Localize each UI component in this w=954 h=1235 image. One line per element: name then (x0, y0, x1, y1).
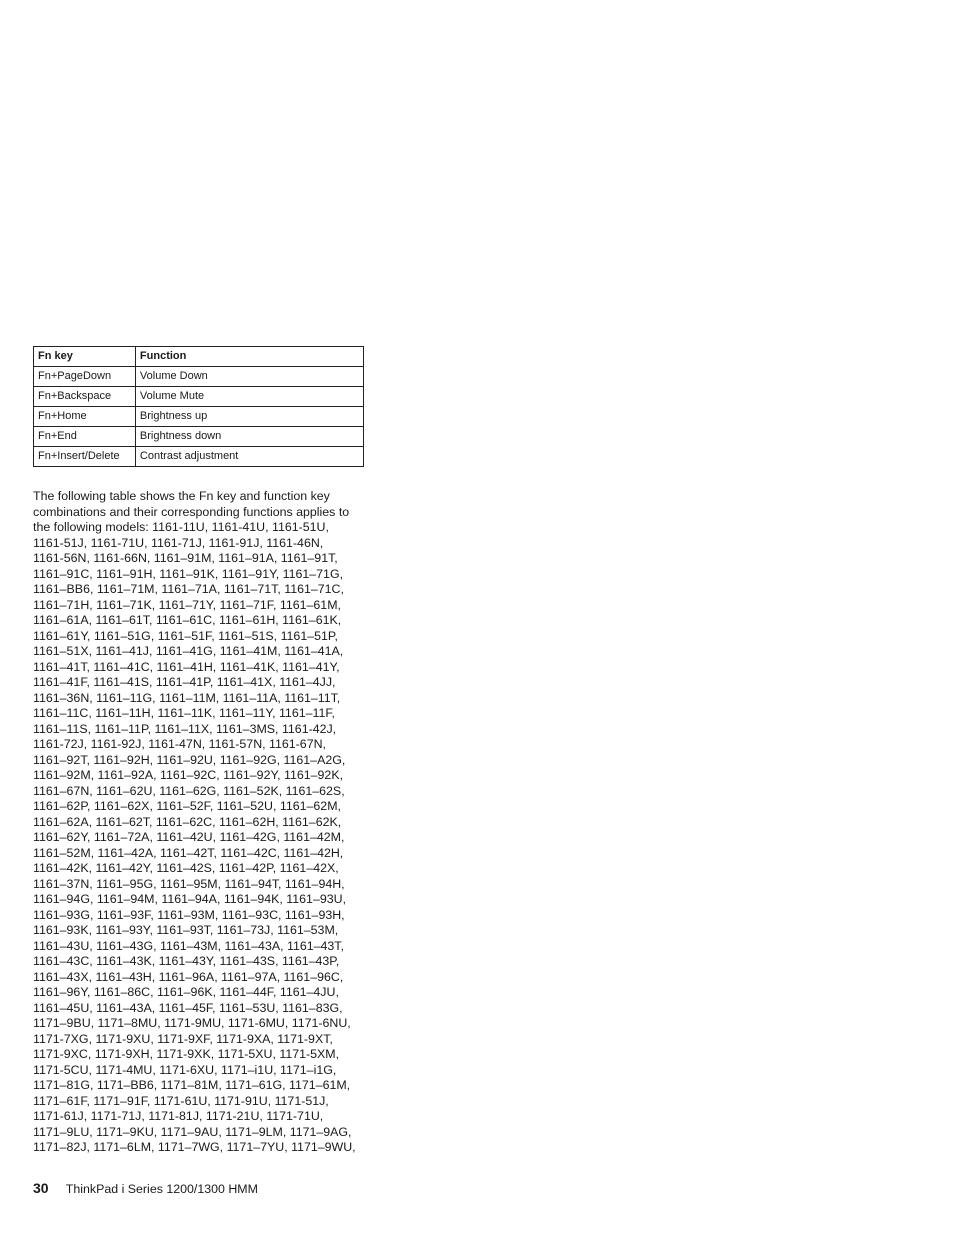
function-cell: Volume Mute (135, 387, 363, 407)
page-footer (33, 1180, 258, 1197)
paragraph-line: combinations and their corresponding functions applies to (33, 504, 350, 519)
paragraph-line: 1171–61F, 1171–91F, 1171-61U, 1171-91U, 1171-51J, (33, 1093, 329, 1108)
paragraph-line: 1161–62P, 1161–62X, 1161–52F, 1161–52U, 1161–62M, (33, 799, 341, 813)
function-cell: Contrast adjustment (135, 447, 363, 467)
paragraph-line: 1161–67N, 1161–62U, 1161–62G, 1161–52K, 1161–62S, (33, 783, 345, 798)
paragraph-line: 1171–9LU, 1171–9KU, 1171–9AU, 1171–9LM, 1171–9AG, (33, 1124, 352, 1139)
paragraph-line: the following models: 1161-11U, 1161-41U, 1161-51U, (33, 520, 329, 534)
table-header-row (34, 347, 364, 367)
paragraph-line: 1161–94G, 1161–94M, 1161–94A, 1161–94K, 1161–93U, (33, 892, 347, 906)
table-row (34, 407, 364, 427)
paragraph-line: 1161–37N, 1161–95G, 1161–95M, 1161–94T, 1161–94H, (33, 876, 345, 891)
paragraph-line: 1161-51J, 1161-71U, 1161-71J, 1161-91J, 1161-46N, (33, 535, 324, 550)
paragraph-line: 1161–11C, 1161–11H, 1161–11K, 1161–11Y, 1161–11F, (33, 706, 335, 720)
paragraph-line: 1161–43C, 1161–43K, 1161–43Y, 1161–43S, 1161–43P, (33, 954, 340, 968)
paragraph-line: 1171–82J, 1171–6LM, 1171–7WG, 1171–7YU, 1171–9WU, (33, 1140, 356, 1154)
paragraph-line: 1161–36N, 1161–11G, 1161–11M, 1161–11A, 1161–11T, (33, 690, 341, 705)
paragraph-line: 1161–62Y, 1161–72A, 1161–42U, 1161–42G, 1161–42M, (33, 830, 345, 844)
paragraph-line: 1161–93G, 1161–93F, 1161–93M, 1161–93C, 1161–93H, (33, 907, 345, 922)
function-cell: Brightness up (135, 407, 363, 427)
paragraph-line: 1171–9BU, 1171–8MU, 1171-9MU, 1171-6MU, 1171-6NU, (33, 1016, 351, 1030)
table-row (34, 447, 364, 467)
paragraph-line: 1161–43U, 1161–43G, 1161–43M, 1161–43A, 1161–43T, (33, 938, 344, 953)
model-list-paragraph (33, 489, 373, 1156)
fn-key-cell: Fn+Home (34, 407, 136, 427)
paragraph-line: 1161–96Y, 1161–86C, 1161–96K, 1161–44F, 1161–4JU, (33, 985, 339, 999)
page-number: 30 (33, 1180, 49, 1196)
fn-key-cell: Fn+Backspace (34, 387, 136, 407)
paragraph-line: 1161–71H, 1161–71K, 1161–71Y, 1161–71F, 1161–61M, (33, 597, 341, 612)
paragraph-line: 1161–BB6, 1161–71M, 1161–71A, 1161–71T, 1161–71C, (33, 582, 344, 596)
paragraph-line: 1171-61J, 1171-71J, 1171-81J, 1171-21U, 1171-71U, (33, 1109, 324, 1123)
paragraph-line: 1161–61Y, 1161–51G, 1161–51F, 1161–51S, 1161–51P, (33, 628, 338, 643)
paragraph-line: 1161–92T, 1161–92H, 1161–92U, 1161–92G, 1161–A2G, (33, 752, 346, 767)
paragraph-line: 1161–91C, 1161–91H, 1161–91K, 1161–91Y, 1161–71G, (33, 566, 344, 581)
paragraph-line: 1161-56N, 1161-66N, 1161–91M, 1161–91A, 1161–91T, (33, 551, 338, 565)
function-cell: Brightness down (135, 427, 363, 447)
fn-key-cell: Fn+End (34, 427, 136, 447)
paragraph-line: 1161–92M, 1161–92A, 1161–92C, 1161–92Y, 1161–92K, (33, 768, 344, 782)
paragraph-line: 1161–52M, 1161–42A, 1161–42T, 1161–42C, 1161–42H, (33, 845, 344, 860)
fn-key-cell: Fn+Insert/Delete (34, 447, 136, 467)
paragraph-line: 1161–43X, 1161–43H, 1161–96A, 1161–97A, 1161–96C, (33, 969, 344, 984)
paragraph-line: 1161–62A, 1161–62T, 1161–62C, 1161–62H, 1161–62K, (33, 814, 342, 829)
table-row (34, 367, 364, 387)
paragraph-line: 1161–41F, 1161–41S, 1161–41P, 1161–41X, 1161–4JJ, (33, 675, 336, 689)
paragraph-line: 1161–93K, 1161–93Y, 1161–93T, 1161–73J, 1161–53M, (33, 923, 339, 937)
paragraph-line: 1161–41T, 1161–41C, 1161–41H, 1161–41K, 1161–41Y, (33, 659, 340, 674)
paragraph-line: 1161-72J, 1161-92J, 1161-47N, 1161-57N, 1161-67N, (33, 737, 326, 751)
column-header-function: Function (135, 347, 363, 367)
table-row (34, 387, 364, 407)
paragraph-line: 1161–45U, 1161–43A, 1161–45F, 1161–53U, 1161–83G, (33, 1000, 343, 1015)
paragraph-line: The following table shows the Fn key and function key (33, 489, 330, 503)
paragraph-line: 1171–81G, 1171–BB6, 1171–81M, 1171–61G, 1171–61M, (33, 1078, 351, 1092)
column-header-fn-key: Fn key (34, 347, 136, 367)
paragraph-line: 1161–42K, 1161–42Y, 1161–42S, 1161–42P, 1161–42X, (33, 861, 339, 875)
paragraph-line: 1171-7XG, 1171-9XU, 1171-9XF, 1171-9XA, 1171-9XT, (33, 1031, 333, 1046)
paragraph-line: 1161–51X, 1161–41J, 1161–41G, 1161–41M, 1161–41A, (33, 644, 344, 658)
function-cell: Volume Down (135, 367, 363, 387)
paragraph-line: 1171-5CU, 1171-4MU, 1171-6XU, 1171–i1U, 1171–i1G, (33, 1062, 337, 1077)
fn-key-cell: Fn+PageDown (34, 367, 136, 387)
paragraph-line: 1161–61A, 1161–61T, 1161–61C, 1161–61H, 1161–61K, (33, 613, 342, 627)
fn-key-table (33, 346, 364, 467)
paragraph-line: 1161–11S, 1161–11P, 1161–11X, 1161–3MS, 1161-42J, (33, 721, 337, 736)
paragraph-line: 1171-9XC, 1171-9XH, 1171-9XK, 1171-5XU, 1171-5XM, (33, 1047, 340, 1061)
document-title: ThinkPad i Series 1200/1300 HMM (65, 1182, 258, 1196)
table-row (34, 427, 364, 447)
